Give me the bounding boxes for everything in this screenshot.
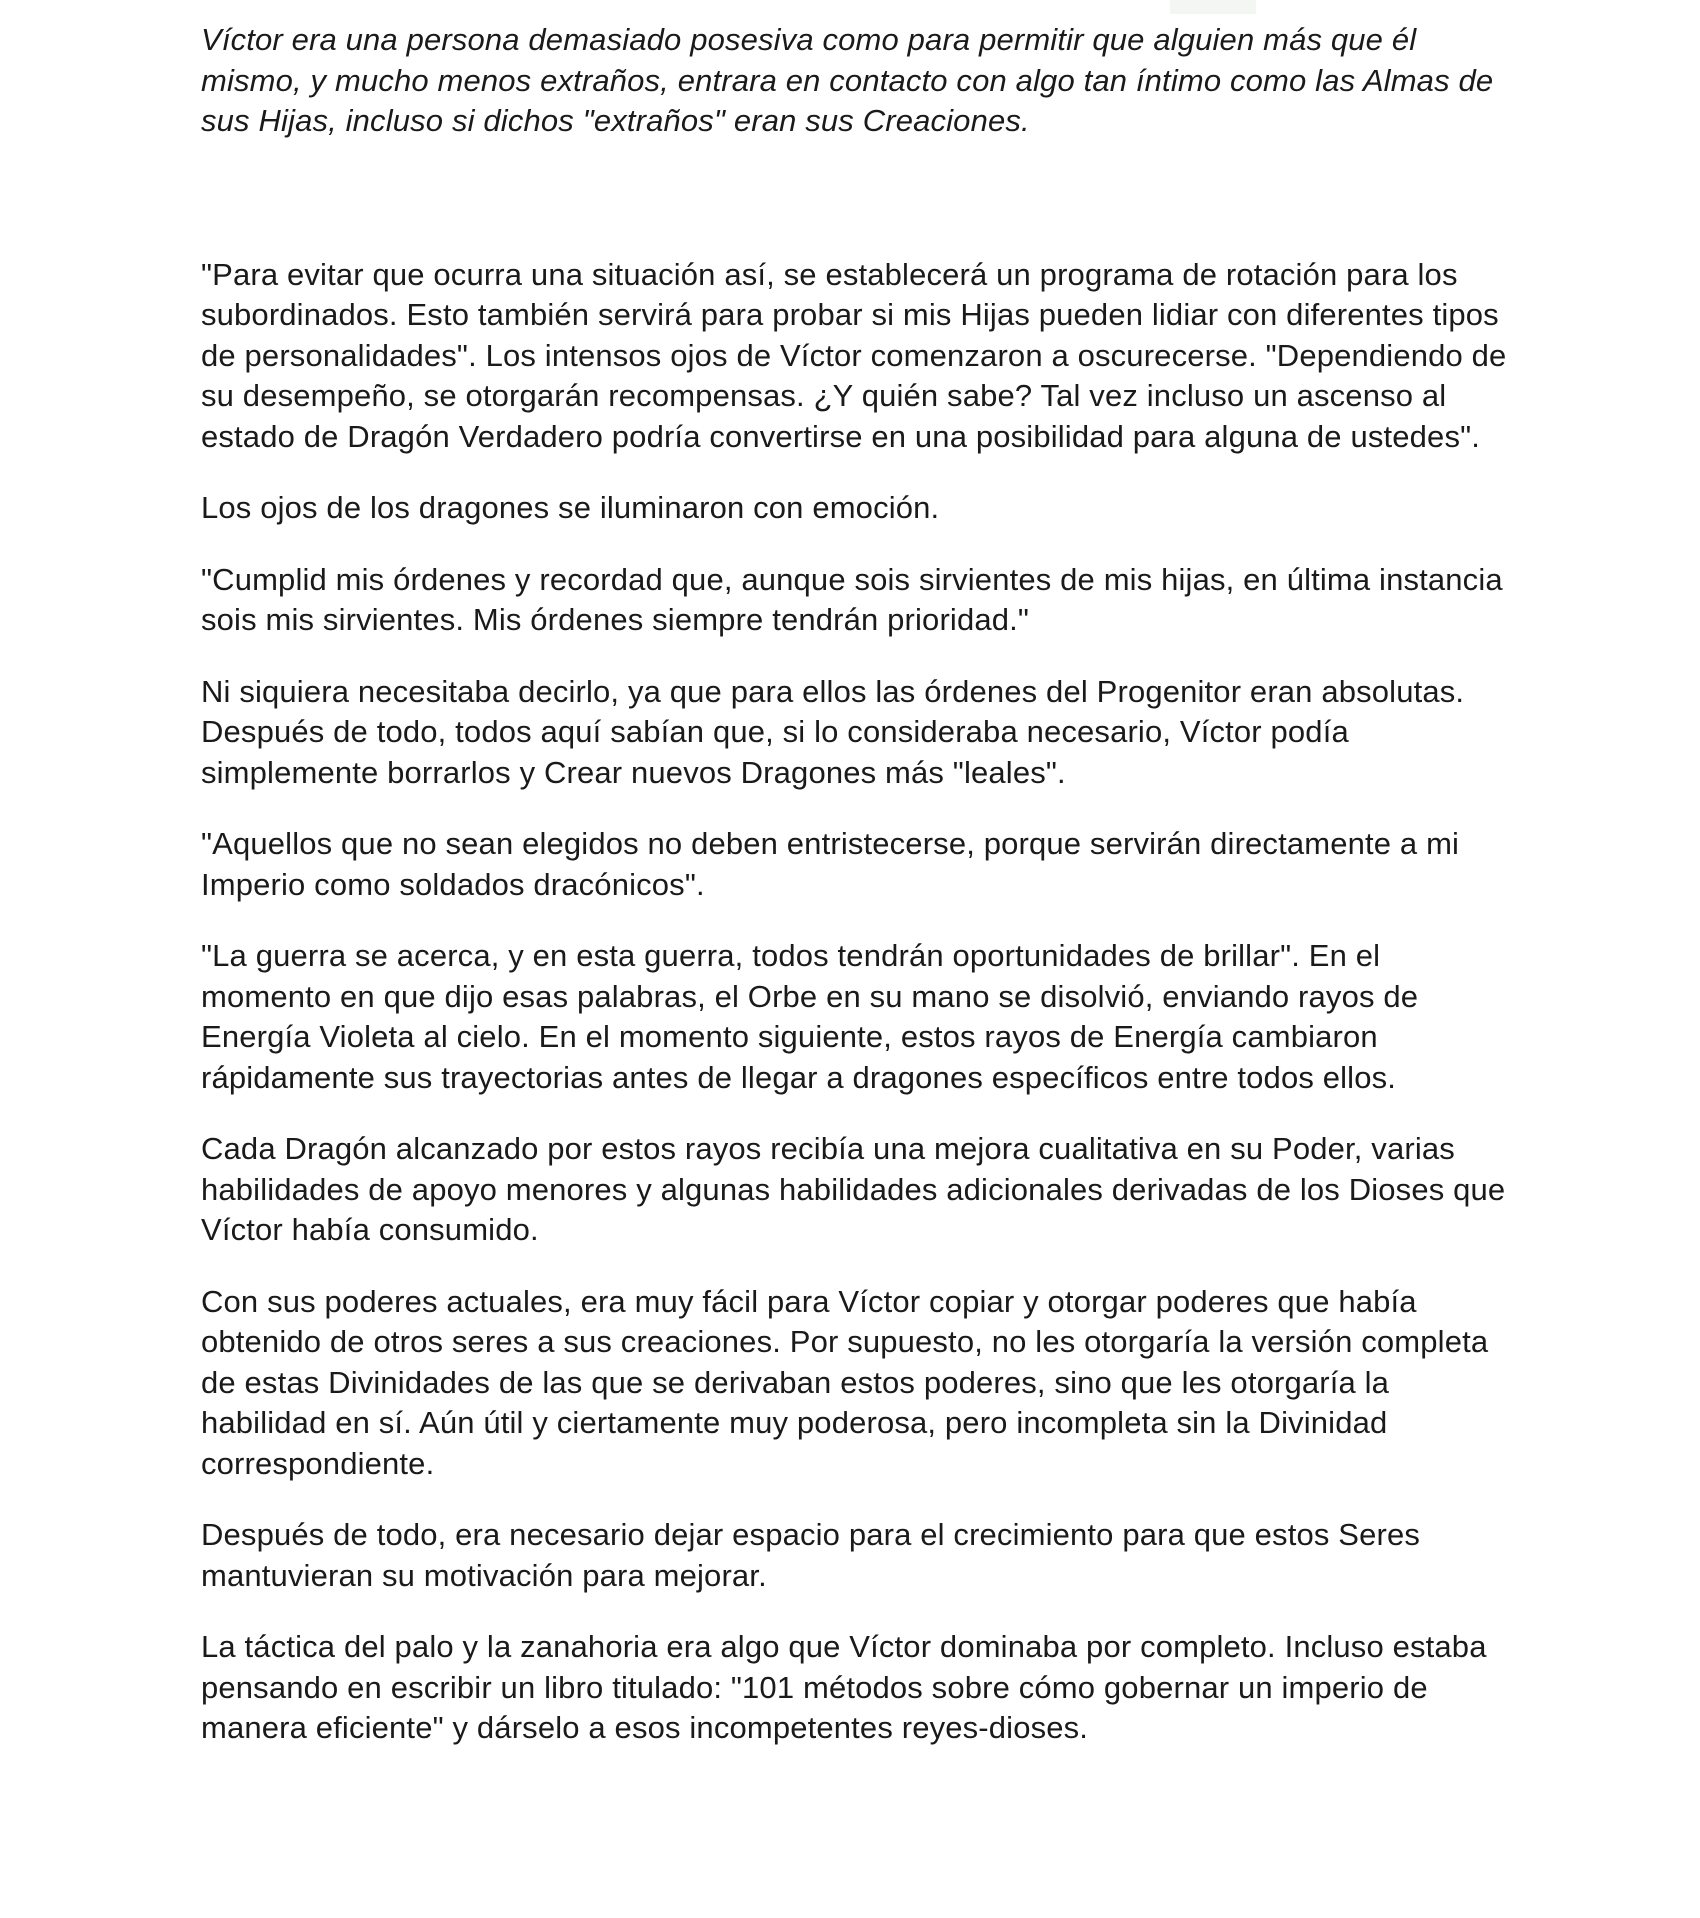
page-corner-mark: [1170, 0, 1256, 14]
paragraph: Después de todo, era necesario dejar espacio para el crecimiento para que estos Seres mantuvieran su motivación para mejorar.: [201, 1517, 1421, 1593]
paragraph: Cada Dragón alcanzado por estos rayos recibía una mejora cualitativa en su Poder, varias habilidades de apoyo menores y algunas habilidades adicionales derivadas de los Dioses que Víctor había consumido.: [201, 1131, 1506, 1247]
paragraph: La táctica del palo y la zanahoria era algo que Víctor dominaba por completo. Incluso estaba pensando en escribir un libro titulado: "101 métodos sobre cómo gobernar un imperio de manera eficiente" y dárselo a esos incompetentes reyes-dioses.: [201, 1629, 1487, 1745]
paragraph: Los ojos de los dragones se iluminaron con emoción.: [201, 490, 940, 525]
paragraph: "Aquellos que no sean elegidos no deben entristecerse, porque servirán directamente a mi Imperio como soldados dracónicos".: [201, 826, 1460, 902]
paragraph: "Cumplid mis órdenes y recordad que, aunque sois sirvientes de mis hijas, en última instancia sois mis sirvientes. Mis órdenes siempre tendrán prioridad.": [201, 561, 1503, 637]
paragraph: "La guerra se acerca, y en esta guerra, todos tendrán oportunidades de brillar". En el momento en que dijo esas palabras, el Orbe en su mano se disolvió, enviando rayos de Energía Violeta al cielo. En el momento siguiente, estos rayos de Energía cambiaron rápidamente sus trayectorias antes de llegar a dragones específicos entre todos ellos.: [201, 938, 1419, 1095]
paragraph: Con sus poderes actuales, era muy fácil para Víctor copiar y otorgar poderes que había obtenido de otros seres a sus creaciones. Por supuesto, no les otorgaría la versión completa de estas Divinidades de las que se derivaban estos poderes, sino que les otorgaría la habilidad en sí. Aún útil y ciertamente muy poderosa, pero incompleta sin la Divinidad correspondiente.: [201, 1283, 1489, 1481]
document-page: [201, 20, 1511, 1749]
intro-paragraph-italic: Víctor era una persona demasiado posesiva como para permitir que alguien más que él mismo, y mucho menos extraños, entrara en contacto con algo tan íntimo como las Almas de sus Hijas, incluso si dichos "extraños" eran sus Creaciones.: [201, 22, 1494, 138]
paragraph: "Para evitar que ocurra una situación así, se establecerá un programa de rotación para los subordinados. Esto también servirá para probar si mis Hijas pueden lidiar con diferentes tipos de personalidades". Los intensos ojos de Víctor comenzaron a oscurecerse. "Dependiendo de su desempeño, se otorgarán recompensas. ¿Y quién sabe? Tal vez incluso un ascenso al estado de Dragón Verdadero podría convertirse en una posibilidad para alguna de ustedes".: [201, 256, 1507, 454]
paragraph: Ni siquiera necesitaba decirlo, ya que para ellos las órdenes del Progenitor eran absolutas. Después de todo, todos aquí sabían que, si lo consideraba necesario, Víctor podía simplemente borrarlos y Crear nuevos Dragones más "leales".: [201, 673, 1465, 790]
